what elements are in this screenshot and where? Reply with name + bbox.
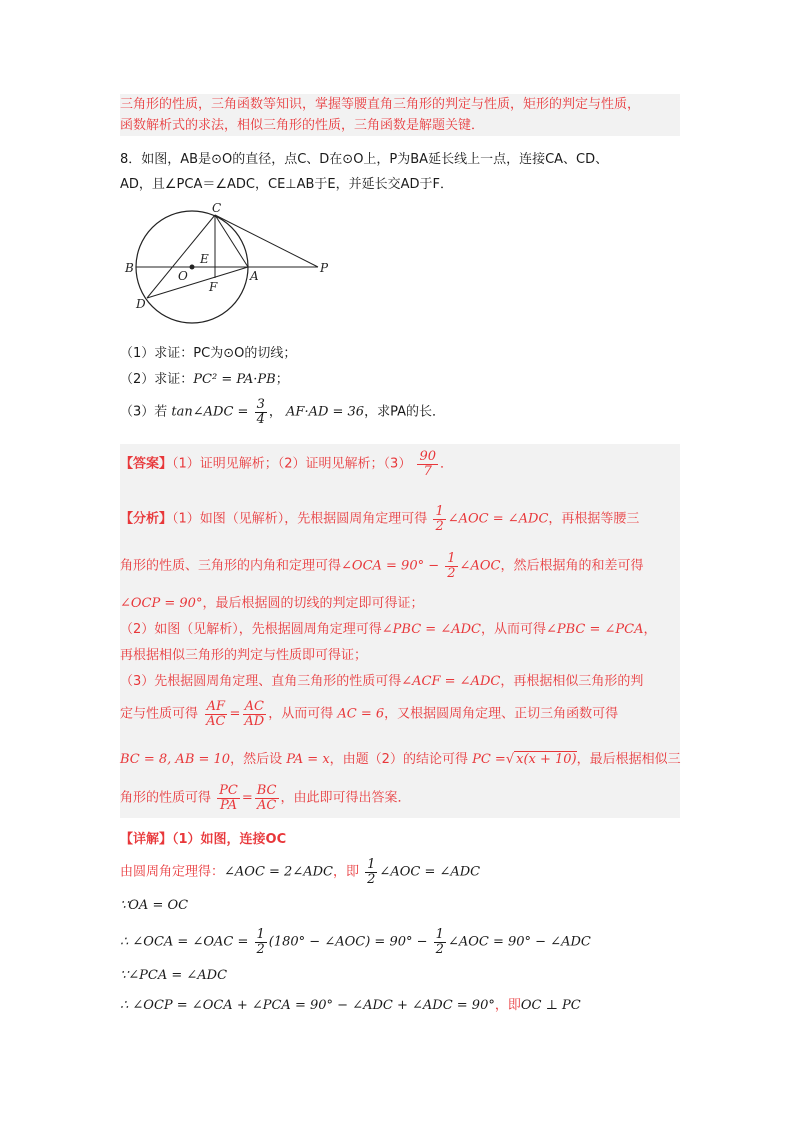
- detail-line-2: [120, 858, 480, 886]
- analysis-text: ，然后根据角的和差可得: [500, 558, 644, 574]
- detail-text: ，即: [332, 864, 359, 880]
- half-fraction: [365, 858, 377, 886]
- answer-text: （1）证明见解析；（2）证明见解析；（3）: [172, 456, 412, 472]
- detail-line-4: [120, 928, 591, 956]
- prev-line-1: 三角形的性质，三角函数等知识，掌握等腰直角三角形的判定与性质，矩形的判定与性质，: [120, 97, 641, 112]
- detail-part-1: （1）如图，连接OC: [172, 832, 287, 847]
- detail-line-3: ∵OA = OC: [120, 898, 189, 913]
- analysis-text: 定与性质可得: [120, 706, 199, 722]
- analysis-text: （3）先根据圆周角定理、直角三角形的性质可得: [120, 674, 402, 689]
- analysis-line-5: 再根据相似三角形的判定与性质即可得证；: [120, 648, 368, 663]
- frac-num: AF: [206, 699, 226, 714]
- frac-num: PC: [219, 783, 238, 798]
- label-e: E: [200, 252, 209, 266]
- analysis-text: （1）如图（见解析），先根据圆周角定理可得: [172, 511, 428, 527]
- formula: ∠ACF = ∠ADC: [401, 674, 501, 689]
- frac-num: BC: [256, 783, 277, 798]
- formula: ∠PBC = ∠PCA: [546, 622, 644, 637]
- formula: ∠AOC = 2∠ADC: [224, 864, 333, 880]
- frac-den: AC: [206, 713, 226, 729]
- fraction-ac-ad: [242, 700, 266, 728]
- analysis-text: ，最后根据圆的切线的判定即可得证；: [202, 596, 424, 611]
- question-2: [120, 368, 289, 387]
- q3-sep: ，: [268, 404, 282, 420]
- label-o: O: [178, 269, 188, 283]
- formula: PC =: [472, 752, 506, 767]
- analysis-line-2: [120, 552, 643, 580]
- q3-suffix: ，求PA的长．: [364, 404, 445, 420]
- analysis-line-9: [120, 784, 411, 812]
- q3-num: 3: [256, 397, 265, 412]
- frac-den: AC: [256, 797, 277, 813]
- analysis-text: ，从而可得: [268, 706, 334, 722]
- label-p: P: [320, 261, 329, 275]
- analysis-text: ，从而可得: [480, 622, 546, 637]
- formula: ∠AOC: [459, 558, 501, 574]
- frac-num: AC: [244, 699, 264, 714]
- analysis-text: ，又根据圆周角定理、正切三角函数可得: [384, 706, 619, 722]
- analysis-line-1: [120, 505, 639, 533]
- analysis-line-3: [120, 592, 423, 611]
- detail-tag: 【详解】: [120, 832, 173, 847]
- frac-num: 1: [256, 927, 265, 942]
- problem-line-1: 8．如图，AB是⊙O的直径，点C、D在⊙O上，P为BA延长线上一点，连接CA、CD、: [120, 152, 609, 167]
- analysis-text: （2）如图（见解析），先根据圆周角定理可得: [120, 622, 382, 637]
- detail-line-6: [120, 994, 581, 1013]
- q2-prefix: （2）求证：: [120, 372, 194, 387]
- half-fraction: [434, 928, 446, 956]
- detail-text: ，即: [494, 998, 521, 1013]
- formula: x(x + 10): [516, 752, 577, 767]
- frac-den: 2: [447, 565, 456, 581]
- analysis-text: 角形的性质、三角形的内角和定理可得: [120, 558, 342, 574]
- formula: ∴ ∠OCA = ∠OAC =: [120, 934, 249, 950]
- formula: AC = 6: [337, 706, 385, 722]
- frac-num: 1: [447, 551, 456, 566]
- label-c: C: [212, 201, 222, 215]
- answer-den: 7: [423, 463, 432, 479]
- formula: ∠OCA = 90° −: [341, 558, 440, 574]
- frac-den: 2: [367, 871, 376, 887]
- analysis-text: ，: [643, 622, 657, 637]
- detail-line-5: ∵∠PCA = ∠ADC: [120, 968, 228, 983]
- prev-line-2: 函数解析式的求法，相似三角形的性质，三角函数是解题关键．: [120, 118, 485, 133]
- frac-num: 1: [367, 857, 376, 872]
- label-d: D: [136, 297, 146, 311]
- analysis-text: ，再根据相似三角形的判: [500, 674, 644, 689]
- answer-num: 90: [419, 449, 437, 464]
- analysis-text: ，最后根据相似三: [576, 752, 681, 767]
- half-fraction: [433, 505, 445, 533]
- question-3: [120, 398, 445, 426]
- analysis-text: ，然后设: [230, 752, 283, 767]
- formula: BC = 8, AB = 10: [120, 752, 231, 767]
- detail-text: 由圆周角定理得：: [120, 864, 225, 880]
- sqrt-sign: √: [505, 752, 515, 767]
- half-fraction: [255, 928, 267, 956]
- line-da: [147, 267, 248, 298]
- center-dot: [190, 265, 195, 270]
- frac-den: AD: [244, 713, 265, 729]
- formula: ∴ ∠OCP = ∠OCA + ∠PCA = 90° − ∠ADC + ∠ADC = 90°: [120, 998, 495, 1013]
- fraction-pc-pa: [217, 784, 240, 812]
- formula: ∠AOC = ∠ADC: [447, 511, 549, 527]
- line-cp: [215, 215, 318, 267]
- analysis-line-6: [120, 670, 643, 689]
- analysis-text: ，再根据等腰三: [548, 511, 640, 527]
- label-a: A: [250, 269, 259, 283]
- answer-tag: 【答案】: [120, 456, 173, 472]
- analysis-tag: 【分析】: [120, 511, 173, 527]
- q3-den: 4: [256, 411, 265, 427]
- question-1: （1）求证：PC为⊙O的切线；: [120, 346, 297, 361]
- label-b: B: [125, 261, 134, 275]
- answer-end: ．: [440, 456, 454, 472]
- formula: ∠AOC = 90° − ∠ADC: [447, 934, 591, 950]
- analysis-text: 角形的性质可得: [120, 790, 212, 806]
- analysis-text: ，由题（2）的结论可得: [329, 752, 468, 767]
- q2-formula: PC² = PA·PB: [193, 372, 276, 387]
- problem-line-2: AD，且∠PCA＝∠ADC，CE⊥AB于E，并延长交AD于F．: [120, 177, 454, 192]
- frac-den: 2: [435, 941, 444, 957]
- formula: ∠OCP = 90°: [120, 596, 203, 611]
- analysis-line-4: [120, 618, 657, 637]
- frac-den: 2: [435, 518, 444, 534]
- answer-fraction: [417, 450, 438, 478]
- analysis-line-7: [120, 700, 618, 728]
- q2-suffix: ；: [275, 372, 289, 387]
- label-f: F: [209, 280, 218, 294]
- formula: OC ⊥ PC: [520, 998, 581, 1013]
- q3-tan: tan∠ADC =: [171, 404, 249, 420]
- fraction-af-ac: [204, 700, 227, 728]
- q3-formula: AF·AD = 36: [286, 404, 365, 420]
- q3-fraction: [255, 398, 267, 426]
- half-fraction: [445, 552, 457, 580]
- formula: ∠AOC = ∠ADC: [379, 864, 481, 880]
- frac-num: 1: [435, 927, 444, 942]
- analysis-text: ，由此即可得出答案．: [280, 790, 411, 806]
- frac-den: PA: [220, 797, 237, 813]
- fraction-bc-ac: [255, 784, 279, 812]
- formula: (180° − ∠AOC) = 90° −: [268, 934, 428, 950]
- formula: ∠PBC = ∠ADC: [381, 622, 481, 637]
- detail-line-1: [120, 828, 286, 847]
- equals: =: [229, 706, 241, 722]
- geometry-figure: [120, 200, 340, 330]
- frac-den: 2: [256, 941, 265, 957]
- answer-line: [120, 450, 453, 478]
- frac-num: 1: [435, 504, 444, 519]
- formula: PA = x: [286, 752, 330, 767]
- equals: =: [241, 790, 253, 806]
- q3-prefix: （3）若: [120, 404, 168, 420]
- analysis-line-8: [120, 748, 681, 767]
- previous-solution-tail: [120, 94, 680, 136]
